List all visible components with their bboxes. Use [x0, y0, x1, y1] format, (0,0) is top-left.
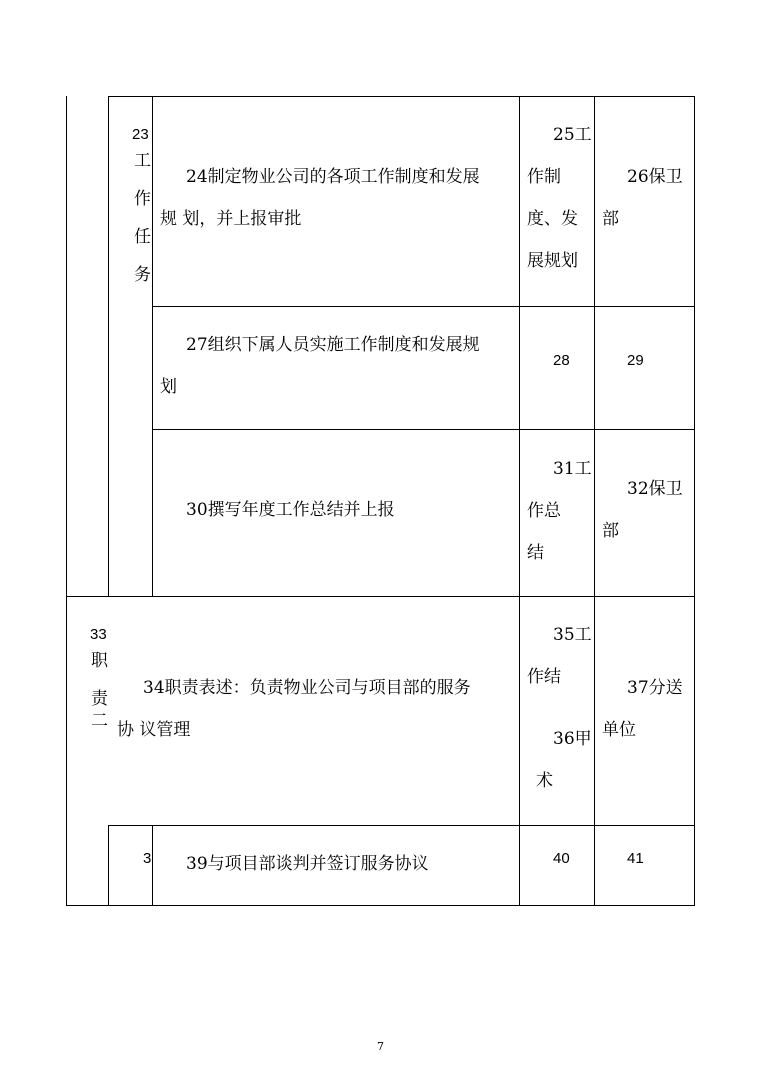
row4-col1-char-2: 责 [91, 689, 108, 709]
row1-col2-char-1: 工 [134, 151, 151, 171]
row1-task-line-1: 24制定物业公司的各项工作制度和发展 [186, 167, 480, 187]
page-number: 7 [377, 1040, 384, 1053]
table-border-col5-left [594, 96, 595, 906]
row3-recipient-line-1: 32保卫 [627, 479, 683, 499]
row4-col1-char-3: 二 [91, 711, 108, 731]
row4-output-line-3: 36甲 [553, 729, 592, 749]
table-border-col3-left-lower [152, 825, 153, 906]
row1-output-line-4: 展规划 [527, 251, 578, 271]
row3-recipient-line-2: 部 [602, 521, 619, 541]
row2-output: 28 [553, 352, 570, 369]
row1-output-line-3: 度、发 [527, 209, 578, 229]
row4-recipient-line-2: 单位 [602, 720, 636, 740]
row1-output-line-1: 25工 [553, 125, 592, 145]
row1-recipient-line-1: 26保卫 [627, 167, 683, 187]
table-border-col4-left [519, 96, 520, 906]
row5-output: 40 [553, 850, 570, 867]
table-border-left-outer [66, 96, 67, 906]
row2-task-line-2: 划 [160, 377, 177, 397]
row3-task: 30撰写年度工作总结并上报 [186, 500, 395, 520]
table-border-col3-left [152, 96, 153, 597]
row5-recipient: 41 [627, 850, 644, 867]
row4-col1-number: 33 [90, 626, 107, 643]
table-border-col2-left [108, 96, 109, 597]
row4-output-line-2: 作结 [527, 667, 561, 687]
table-row-divider-4 [108, 825, 695, 826]
row4-desc-line-1: 34职责表述：负责物业公司与项目部的服务 [143, 678, 471, 698]
table-border-top [108, 96, 695, 97]
row4-recipient-line-1: 37分送 [627, 678, 683, 698]
row2-recipient: 29 [627, 352, 644, 369]
row3-output-line-3: 结 [527, 543, 544, 563]
row4-col1-char-1: 职 [91, 651, 108, 671]
row1-col2-char-3: 任 [134, 227, 151, 247]
row2-task-line-1: 27组织下属人员实施工作制度和发展规 [186, 335, 480, 355]
row1-task-line-2: 规 划，并上报审批 [160, 209, 302, 229]
row5-task: 39与项目部谈判并签订服务协议 [186, 854, 429, 874]
table-border-col2-left-lower [108, 825, 109, 906]
table-row-divider-3 [66, 596, 695, 597]
row1-col2-char-4: 务 [134, 265, 151, 285]
row4-output-line-1: 35工 [553, 625, 592, 645]
table-row-divider-2 [152, 429, 695, 430]
row3-output-line-1: 31工 [553, 459, 592, 479]
row1-output-line-2: 作制 [527, 167, 561, 187]
row3-output-line-2: 作总 [527, 501, 561, 521]
table-border-right [694, 96, 695, 906]
table-border-bottom [66, 905, 695, 906]
row5-col2: 3 [143, 850, 152, 867]
row1-col2-number: 23 [132, 126, 149, 143]
row1-recipient-line-2: 部 [602, 209, 619, 229]
row1-col2-char-2: 作 [134, 189, 151, 209]
row4-output-line-4: 术 [536, 771, 553, 791]
row4-desc-line-2: 协 议管理 [117, 720, 191, 740]
table-row-divider-1 [152, 306, 695, 307]
